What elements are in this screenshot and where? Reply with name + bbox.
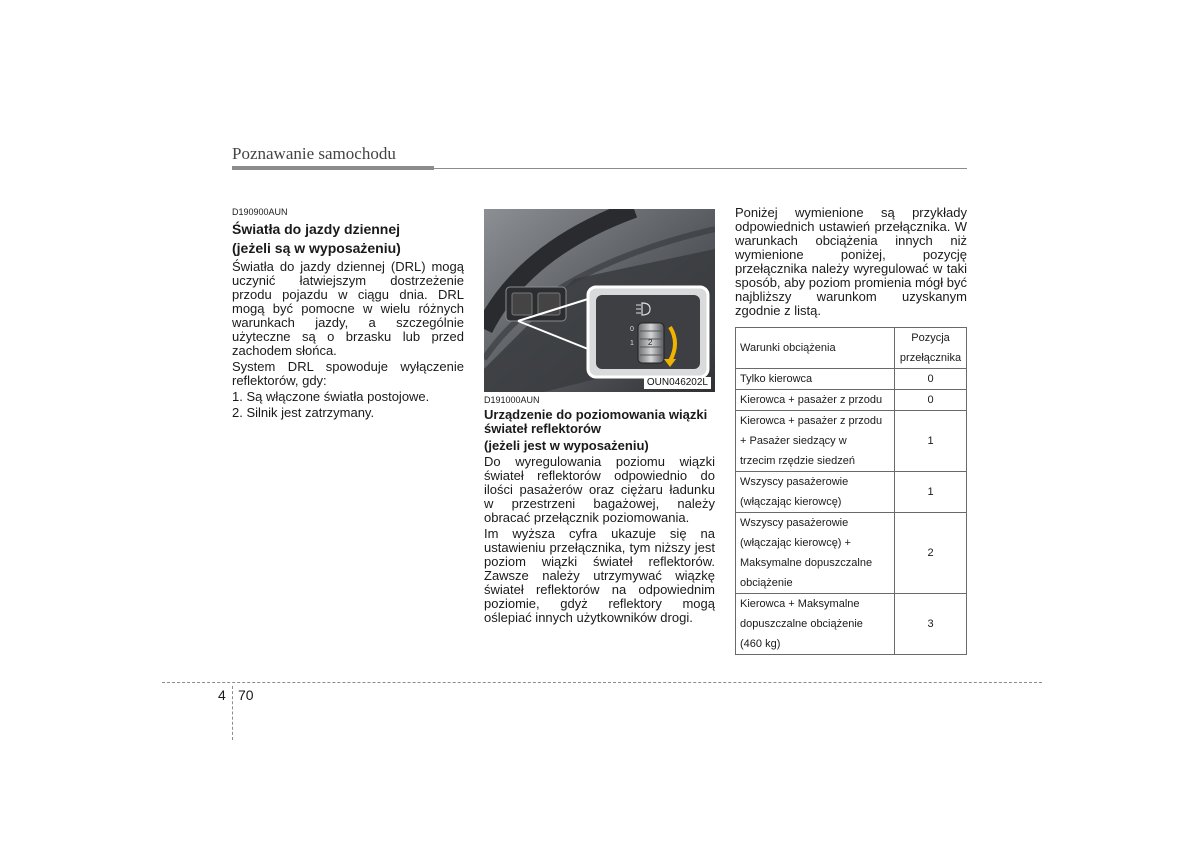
header-rule-thick <box>232 166 434 170</box>
drl-section <box>232 207 464 420</box>
footer-rule <box>162 682 1042 683</box>
dial-mark-0: 0 <box>630 326 634 333</box>
drl-heading-line1: Światła do jazdy dziennej <box>232 221 401 237</box>
table-row <box>736 472 967 513</box>
examples-intro: Poniżej wymienione są przykłady odpowiednich ustawień przełącznika. W warunkach obciążenia innych niż wymienione poniżej, pozycję przełącznika należy wyregulować w taki sposób, aby poziom promienia mógł być najbliższy warunkom uzyskanym zgodnie z listą. <box>735 205 967 318</box>
table-header-conditions: Warunki obciążenia <box>736 328 895 369</box>
table-cell-position: 0 <box>895 390 967 411</box>
header-rule-thin <box>434 168 967 169</box>
leveling-heading-line2: świateł reflektorów <box>484 421 602 436</box>
examples-section <box>735 206 967 318</box>
leveling-heading-line1: Urządzenie do poziomowania wiązki <box>484 407 708 422</box>
table-row <box>736 513 967 594</box>
table-cell-position: 1 <box>895 472 967 513</box>
leveling-paragraph-2: Im wyższa cyfra ukazuje się na ustawieniu przełącznika, tym niższy jest poziom wiązki świateł reflektorów. Zawsze należy utrzymywać wiązkę świateł reflektorów na odpowiednim poziomie, gdyż reflektory mogą oślepiać innych użytkowników drogi. <box>484 526 715 625</box>
load-conditions-table <box>735 327 967 655</box>
leveling-heading-line3: (jeżeli jest w wyposażeniu) <box>484 438 649 453</box>
page-header-title: Poznawanie samochodu <box>232 144 396 163</box>
drl-section-code: D190900AUN <box>232 207 288 217</box>
dial-mark-2: 2 <box>648 338 653 347</box>
table-row <box>736 594 967 655</box>
table-row <box>736 390 967 411</box>
drl-list-item-1: 1. Są włączone światła postojowe. <box>232 389 430 404</box>
table-cell-condition: Tylko kierowca <box>736 369 895 390</box>
table-cell-condition: Kierowca + pasażer z przodu + Pasażer siedzący w trzecim rzędzie siedzeń <box>736 411 895 472</box>
drl-heading-line2: (jeżeli są w wyposażeniu) <box>232 240 401 256</box>
drl-paragraph-2: System DRL spowoduje wyłączenie reflektorów, gdy: <box>232 359 464 388</box>
table-header-position: Pozycja przełącznika <box>895 328 967 369</box>
leveling-switch-photo <box>484 209 715 392</box>
dial-mark-1: 1 <box>630 340 634 347</box>
leveling-paragraph-1: Do wyregulowania poziomu wiązki świateł reflektorów odpowiednio do ilości pasażerów oraz ciężaru ładunku w przestrzeni bagażowej, należy obracać przełącznik poziomowania. <box>484 454 715 525</box>
table-cell-condition: Kierowca + Maksymalne dopuszczalne obciążenie (460 kg) <box>736 594 895 655</box>
leveling-section <box>484 395 715 625</box>
dashboard-illustration <box>484 209 715 392</box>
photo-label: OUN046202L <box>644 377 711 389</box>
table-row <box>736 369 967 390</box>
table-cell-condition: Kierowca + pasażer z przodu <box>736 390 895 411</box>
table-header-row <box>736 328 967 369</box>
chapter-number: 4 <box>218 687 226 703</box>
table-cell-condition: Wszyscy pasażerowie (włączając kierowcę) <box>736 472 895 513</box>
drl-list-item-2: 2. Silnik jest zatrzymany. <box>232 405 375 420</box>
table-cell-condition: Wszyscy pasażerowie (włączając kierowcę) + Maksymalne dopuszczalne obciążenie <box>736 513 895 594</box>
page-number: 70 <box>238 687 254 703</box>
drl-paragraph-1: Światła do jazdy dziennej (DRL) mogą uczynić łatwiejszym dostrzeżenie przodu pojazdu w ciągu dnia. DRL mogą być pomocne w wielu różnych warunkach jazdy, a szczególnie użyteczne są o brzasku lub przed zachodem słońca. <box>232 259 464 358</box>
table-cell-position: 2 <box>895 513 967 594</box>
table-row <box>736 411 967 472</box>
table-cell-position: 1 <box>895 411 967 472</box>
table-cell-position: 3 <box>895 594 967 655</box>
table-cell-position: 0 <box>895 369 967 390</box>
footer-vertical-rule <box>232 686 233 740</box>
leveling-section-code: D191000AUN <box>484 395 540 405</box>
